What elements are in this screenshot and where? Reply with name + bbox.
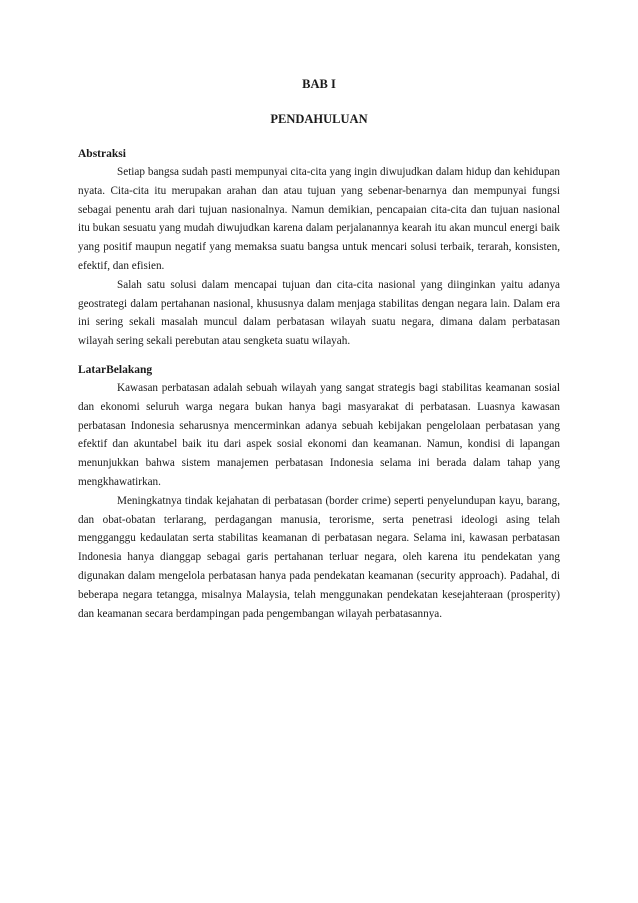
section-spacer [78, 351, 560, 361]
paragraph: Setiap bangsa sudah pasti mempunyai cita-cita yang ingin diwujudkan dalam hidup dan kehidupan nyata. Cita-cita itu merupakan arahan dan atau tujuan yang sebenar-benarnya dan mempunyai fungsi sebagai penentu arah dari tujuan nasionalnya. Namun demikian, pencapaian cita-cita dan tujuan nasional itu bukan sesuatu yang mudah diwujudkan karena dalam perjalanannya kearah itu akan muncul energi baik yang positif maupun negatif yang memaksa suatu bangsa untuk mencari solusi terbaik, terarah, konsisten, efektif, dan efisien. [78, 166, 560, 272]
section-latar-belakang [78, 361, 560, 623]
section-heading: LatarBelakang [78, 363, 153, 376]
paragraph: Salah satu solusi dalam mencapai tujuan dan cita-cita nasional yang diinginkan yaitu adanya geostrategi dalam pertahanan nasional, khususnya dalam menjaga stabilitas dengan negara lain. Dalam era ini sering sekali masalah muncul dalam perbatasan wilayah suatu negara, dimana dalam perbatasan wilayah sering sekali perebutan atau sengketa suatu wilayah. [78, 278, 560, 348]
chapter-title: PENDAHULUAN [270, 112, 368, 126]
section-heading: Abstraksi [78, 148, 126, 160]
paragraph: Meningkatnya tindak kejahatan di perbatasan (border crime) seperti penyelundupan kayu, barang, dan obat-obatan terlarang, perdagangan manusia, terorisme, serta penetrasi ideologi asing telah mengganggu kedaulatan serta stabilitas keamanan di perbatasan negara. Selama ini, kawasan perbatasan Indonesia hanya dianggap sebagai garis pertahanan terluar negara, oleh karena itu pendekatan yang digunakan dalam mengelola perbatasan hanya pada pendekatan keamanan (security approach). Padahal, di beberapa negara tetangga, misalnya Malaysia, telah menggunakan pendekatan kesejahteraan (prosperity) dan keamanan secara berdampingan pada pengembangan wilayah perbatasannya. [78, 494, 560, 620]
page-content [78, 76, 560, 623]
chapter-number: BAB I [302, 77, 336, 91]
section-abstraksi [78, 145, 560, 351]
paragraph: Kawasan perbatasan adalah sebuah wilayah yang sangat strategis bagi stabilitas keamanan sosial dan ekonomi seluruh warga negara bukan hanya bagi masyarakat di perbatasan. Luasnya kawasan perbatasan Indonesia seharusnya mencerminkan adanya sebuah kebijakan pengelolaan perbatasan yang efektif dan akuntabel baik itu dari aspek sosial ekonomi dan keamanan. Namun, kondisi di lapangan menunjukkan bahwa sistem manajemen perbatasan Indonesia selama ini berada dalam tahap yang mengkhawatirkan. [78, 381, 560, 488]
